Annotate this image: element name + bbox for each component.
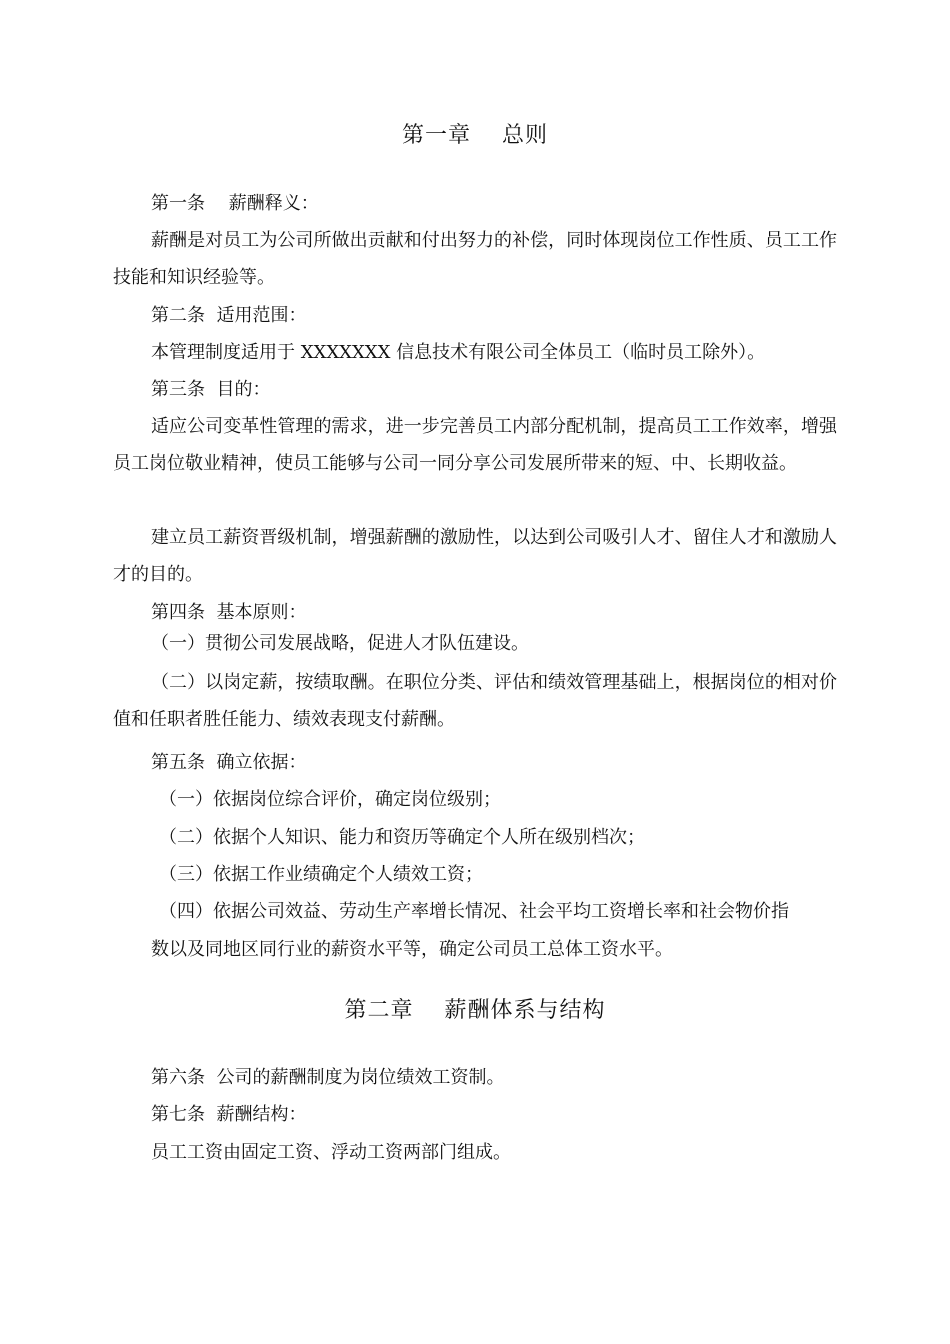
- article-3-paragraph-2: 建立员工薪资晋级机制，增强薪酬的激励性，以达到公司吸引人才、留住人才和激励人才的目的。: [113, 527, 837, 585]
- article-4-item: （一）贯彻公司发展战略，促进人才队伍建设。: [151, 633, 529, 654]
- article-6-text: 第六条 公司的薪酬制度为岗位绩效工资制。: [151, 1067, 505, 1088]
- article-5-item: （三）依据工作业绩确定个人绩效工资；: [159, 864, 483, 885]
- article-2-body: 本管理制度适用于 XXXXXXX 信息技术有限公司全体员工（临时员工除外）。: [151, 342, 766, 363]
- article-5-title: 第五条 确立依据：: [151, 752, 307, 773]
- article-1-body: 薪酬是对员工为公司所做出贡献和付出努力的补偿，同时体现岗位工作性质、员工工作技能和知识经验等。: [113, 230, 837, 288]
- article-4-title: 第四条 基本原则：: [151, 602, 307, 623]
- article-5-item-continuation: 数以及同地区同行业的薪资水平等，确定公司员工总体工资水平。: [151, 939, 673, 960]
- article-4-item: （二）以岗定薪，按绩取酬。在职位分类、评估和绩效管理基础上，根据岗位的相对价值和任职者胜任能力、绩效表现支付薪酬。: [113, 672, 837, 730]
- article-3-title: 第三条 目的：: [151, 379, 271, 400]
- article-3-paragraph-1: 适应公司变革性管理的需求，进一步完善员工内部分配机制，提高员工工作效率，增强员工岗位敬业精神，使员工能够与公司一同分享公司发展所带来的短、中、长期收益。: [113, 416, 837, 474]
- chapter-1-title: 第一章 总则: [402, 123, 548, 148]
- article-7-body: 员工工资由固定工资、浮动工资两部门组成。: [151, 1142, 511, 1163]
- chapter-2-title: 第二章 薪酬体系与结构: [344, 998, 606, 1023]
- article-1-title: 第一条 薪酬释义：: [151, 193, 319, 214]
- article-5-item: （一）依据岗位综合评价，确定岗位级别；: [159, 789, 501, 810]
- article-5-item: （二）依据个人知识、能力和资历等确定个人所在级别档次；: [159, 827, 645, 848]
- article-2-title: 第二条 适用范围：: [151, 305, 307, 326]
- article-5-item: （四）依据公司效益、劳动生产率增长情况、社会平均工资增长率和社会物价指: [159, 901, 789, 922]
- article-7-title: 第七条 薪酬结构：: [151, 1104, 307, 1125]
